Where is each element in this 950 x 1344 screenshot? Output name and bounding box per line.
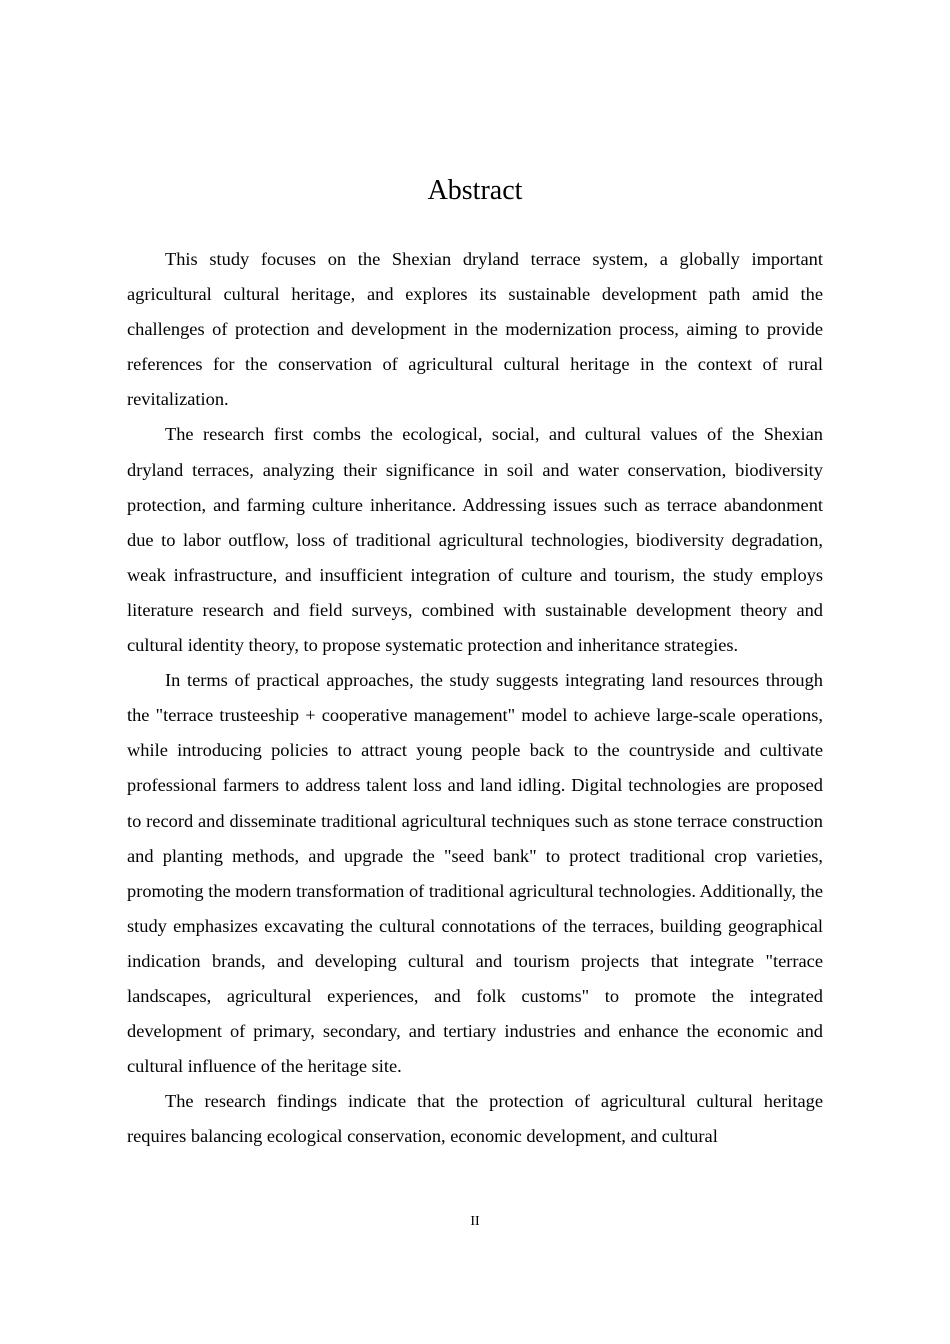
- abstract-title: Abstract: [427, 175, 523, 206]
- page-number: II: [470, 1214, 480, 1229]
- abstract-paragraph-4: The research findings indicate that the protection of agricultural cultural heritage requires balancing ecological conservation, economic development, and cultural: [127, 1091, 823, 1147]
- abstract-paragraph-2: The research first combs the ecological, social, and cultural values of the Shexian dryland terraces, analyzing their significance in soil and water conservation, biodiversity protection, and farming culture inheritance. Addressing issues such as terrace abandonment due to labor outflow, loss of traditional agricultural technologies, biodiversity degradation, weak infrastructure, and insufficient integration of culture and tourism, the study employs literature research and field surveys, combined with sustainable development theory and cultural identity theory, to propose systematic protection and inheritance strategies.: [127, 424, 823, 656]
- abstract-body: [127, 242, 823, 1154]
- abstract-paragraph-1: This study focuses on the Shexian dryland terrace system, a globally important agricultural cultural heritage, and explores its sustainable development path amid the challenges of protection and development in the modernization process, aiming to provide references for the conservation of agricultural cultural heritage in the context of rural revitalization.: [127, 249, 823, 410]
- abstract-paragraph-3: In terms of practical approaches, the study suggests integrating land resources through the "terrace trusteeship + cooperative management" model to achieve large-scale operations, while introducing policies to attract young people back to the countryside and cultivate professional farmers to address talent loss and land idling. Digital technologies are proposed to record and disseminate traditional agricultural techniques such as stone terrace construction and planting methods, and upgrade the "seed bank" to protect traditional crop varieties, promoting the modern transformation of traditional agricultural technologies. Additionally, the study emphasizes excavating the cultural connotations of the terraces, building geographical indication brands, and developing cultural and tourism projects that integrate "terrace landscapes, agricultural experiences, and folk customs" to promote the integrated development of primary, secondary, and tertiary industries and enhance the economic and cultural influence of the heritage site.: [127, 670, 823, 1077]
